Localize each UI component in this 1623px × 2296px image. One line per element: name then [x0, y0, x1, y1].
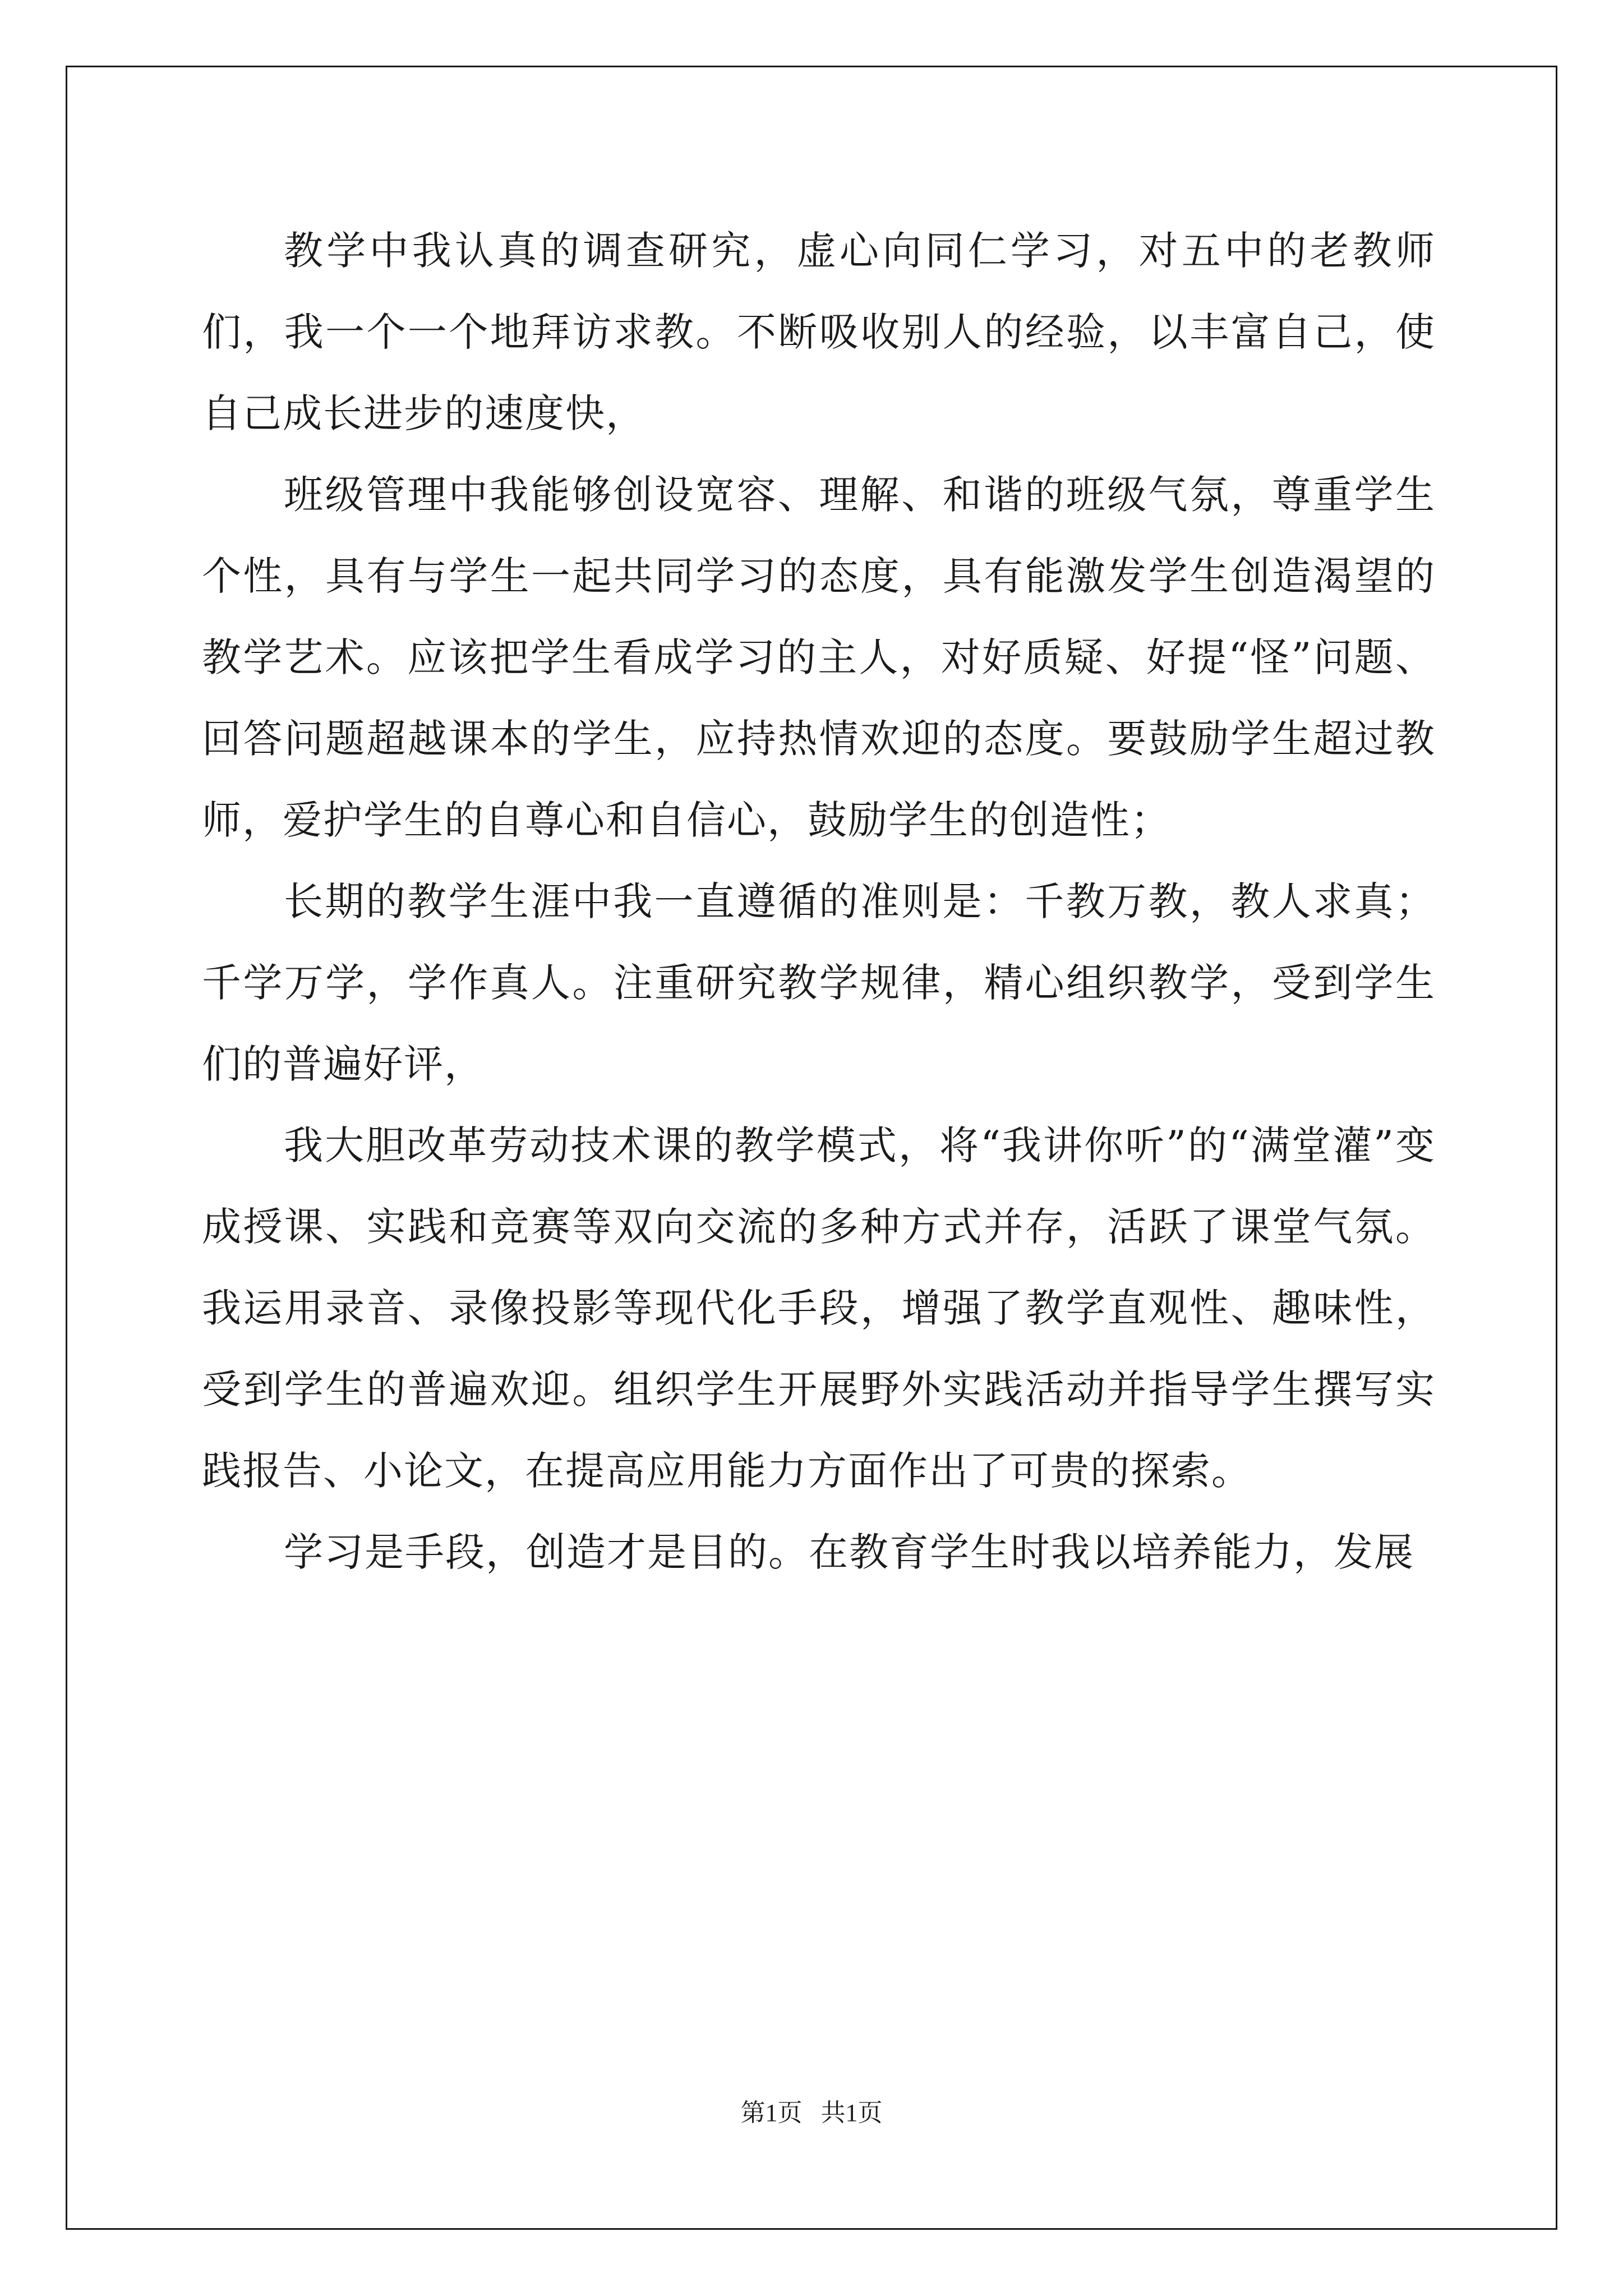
paragraph-4: 我大胆改革劳动技术课的教学模式，将“我讲你听”的“满堂灌”变成授课、实践和竞赛等双向交流的多种方式并存，活跃了课堂气氛。我运用录音、录像投影等现代化手段，增强了教学直观性、趣味性，受到学生的普遍欢迎。组织学生开展野外实践活动并指导学生撰写实践报告、小论文，在提高应用能力方面作出了可贵的探索。	[202, 1122, 1436, 1494]
page-footer: 第1页 共1页	[740, 2099, 883, 2127]
paragraph-1: 教学中我认真的调查研究，虚心向同仁学习，对五中的老教师们，我一个一个地拜访求教。不断吸收别人的经验，以丰富自己，使自己成长进步的速度快，	[202, 228, 1436, 436]
document-body	[202, 210, 1436, 1593]
paragraph-2: 班级管理中我能够创设宽容、理解、和谐的班级气氛，尊重学生个性，具有与学生一起共同学习的态度，具有能激发学生创造渴望的教学艺术。应该把学生看成学习的主人，对好质疑、好提“怪”问题、回答问题超越课本的学生，应持热情欢迎的态度。要鼓励学生超过教师，爱护学生的自尊心和自信心，鼓励学生的创造性；	[202, 472, 1436, 843]
paragraph-5: 学习是手段，创造才是目的。在教育学生时我以培养能力，发展	[284, 1529, 1414, 1575]
paragraph-3: 长期的教学生涯中我一直遵循的准则是：千教万教，教人求真；千学万学，学作真人。注重研究教学规律，精心组织教学，受到学生们的普遍好评，	[202, 878, 1436, 1087]
